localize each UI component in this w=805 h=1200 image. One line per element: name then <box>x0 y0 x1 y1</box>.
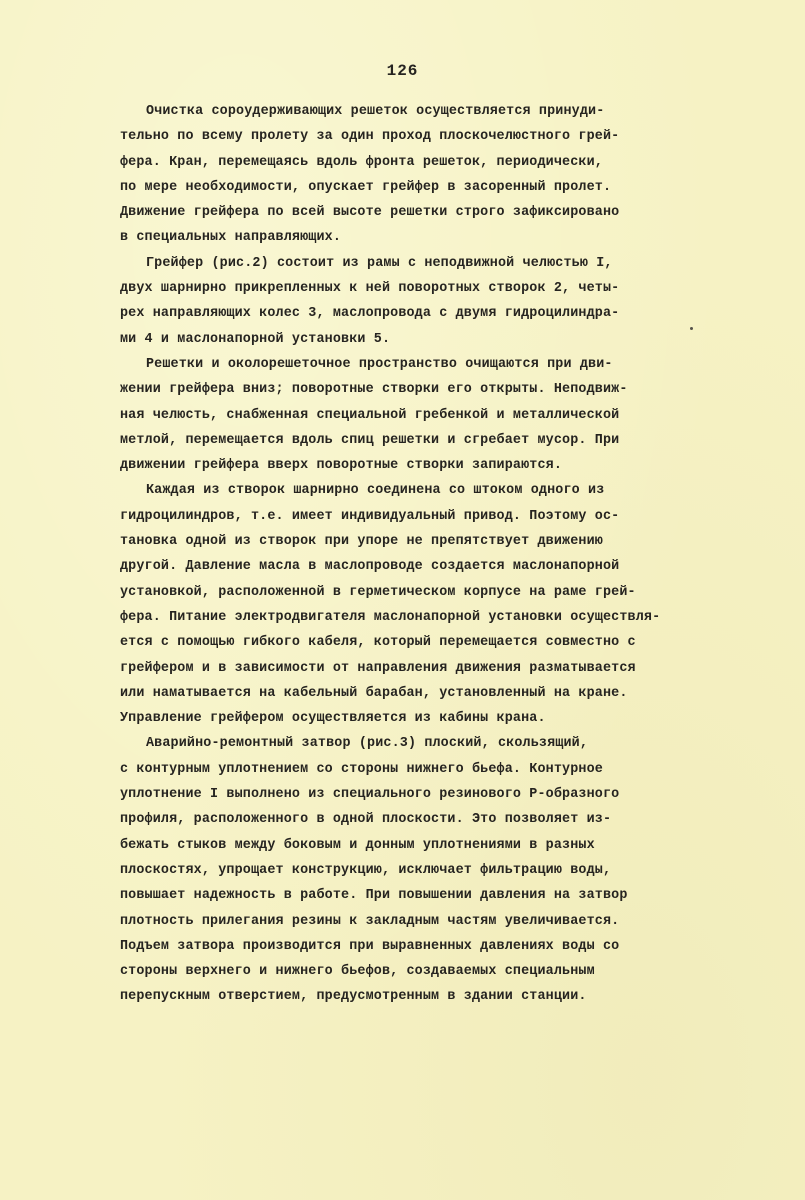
text-line: ная челюсть, снабженная специальной гребенкой и металлической <box>120 407 620 423</box>
text-line: в специальных направляющих. <box>120 230 342 246</box>
text-line: гидроцилиндров, т.е. имеет индивидуальный привод. Поэтому ос- <box>120 508 620 524</box>
text-line: с контурным уплотнением со стороны нижнего бьефа. Контурное <box>120 761 603 777</box>
text-line: Очистка сороудерживающих решеток осуществляется принуди- <box>146 104 605 119</box>
text-line: движении грейфера вверх поворотные створки запираются. <box>120 458 563 474</box>
text-line: Грейфер (рис.2) состоит из рамы с неподвижной челюстью I, <box>146 255 613 271</box>
text-line: Подъем затвора производится при выравненных давлениях воды со <box>120 938 620 954</box>
text-line: фера. Кран, перемещаясь вдоль фронта решеток, периодически, <box>120 154 603 170</box>
text-line: или наматывается на кабельный барабан, установленный на кране. <box>120 685 628 701</box>
text-line: фера. Питание электродвигателя маслонапорной установки осуществля- <box>120 609 661 625</box>
text-line: стороны верхнего и нижнего бьефов, создаваемых специальным <box>120 964 595 980</box>
text-line: грейфером и в зависимости от направления движения разматывается <box>120 660 636 676</box>
text-line: установкой, расположенной в герметическом корпусе на раме грей- <box>120 584 636 600</box>
text-line: плоскостях, упрощает конструкцию, исключает фильтрацию воды, <box>120 862 612 878</box>
text-line: Управление грейфером осуществляется из кабины крана. <box>120 711 546 727</box>
text-line: ми 4 и маслонапорной установки 5. <box>120 331 391 347</box>
text-line: профиля, расположенного в одной плоскости. Это позволяет из- <box>120 812 612 828</box>
page-number: 126 <box>386 62 419 80</box>
text-line: Движение грейфера по всей высоте решетки строго зафиксировано <box>120 205 620 221</box>
text-line: метлой, перемещается вдоль спиц решетки и сгребает мусор. При <box>120 432 620 448</box>
text-line: двух шарнирно прикрепленных к ней поворотных створок 2, четы- <box>120 281 620 297</box>
text-line: перепускным отверстием, предусмотренным в здании станции. <box>120 989 587 1005</box>
text-line: Аварийно-ремонтный затвор (рис.3) плоский, скользящий, <box>146 736 589 752</box>
body-text <box>120 99 760 1010</box>
text-line: ется с помощью гибкого кабеля, который перемещается совместно с <box>120 635 636 651</box>
text-line: жении грейфера вниз; поворотные створки его открыты. Неподвиж- <box>120 382 628 398</box>
text-line: бежать стыков между боковым и донным уплотнениями в разных <box>120 837 595 853</box>
text-line: рех направляющих колес 3, маслопровода с двумя гидроцилиндра- <box>120 306 620 322</box>
text-line: уплотнение I выполнено из специального резинового Р-образного <box>120 787 620 803</box>
text-line: по мере необходимости, опускает грейфер в засоренный пролет. <box>120 179 612 195</box>
stray-mark <box>690 327 693 330</box>
text-line: плотность прилегания резины к закладным частям увеличивается. <box>120 913 620 929</box>
text-line: тановка одной из створок при упоре не препятствует движению <box>120 534 603 550</box>
text-line: тельно по всему пролету за один проход плоскочелюстного грей- <box>120 129 620 145</box>
text-line: Решетки и околорешеточное пространство очищаются при дви- <box>146 356 613 372</box>
text-line: другой. Давление масла в маслопроводе создается маслонапорной <box>120 559 620 575</box>
text-line: повышает надежность в работе. При повышении давления на затвор <box>120 888 628 904</box>
text-line: Каждая из створок шарнирно соединена со штоком одного из <box>146 483 605 499</box>
